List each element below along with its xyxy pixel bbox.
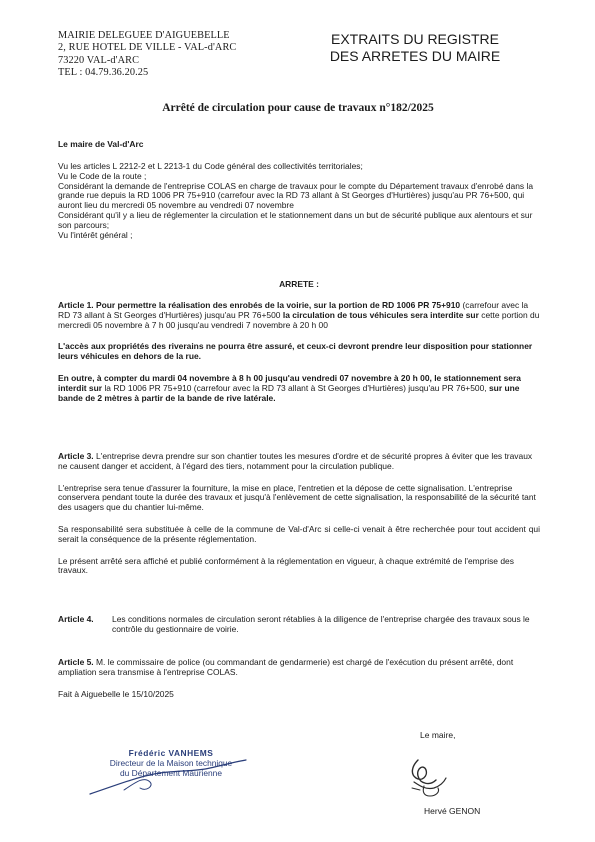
article-4-text: Les conditions normales de circulation seront rétablies à la diligence de l'entreprise chargée des travaux sous le contrôle du gestionnaire de voirie.: [112, 614, 530, 634]
fait-line: Fait à Aiguebelle le 15/10/2025: [58, 689, 174, 699]
preamble-item: Considérant qu'il y a lieu de réglementer la circulation et le stationnement dans un but de sécurité publique aux alentours et sur son parcours;: [58, 209, 533, 230]
preamble: [58, 162, 540, 240]
article-3-p2: L'entreprise sera tenue d'assurer la fourniture, la mise en place, l'entretien et la dépose de cette signalisation. L'entreprise conservera pendant toute la durée des travaux et jusqu'à l'enlèvement de cette signalisation, la responsabilité de la sécurité tant des usagers que du chantier lui-même.: [58, 482, 536, 513]
article-3-label: Article 3.: [58, 451, 94, 461]
article-3-body: L'entreprise devra prendre sur son chantier toutes les mesures d'ordre et de sécurité propres à éviter que les travaux ne causent danger et accident, à l'égard des tiers, notamment pour la circulation publique.: [58, 451, 533, 471]
outre-bold: En outre, à compter du mardi 04 novembre à 8 h 00 jusqu'au vendredi 07 novembre à 20 h 00, le stationnement sera interdit sur: [58, 372, 521, 393]
arrete-heading: ARRETE :: [279, 279, 319, 289]
article-5: [58, 658, 540, 678]
stamp-scribble-icon: [84, 756, 264, 800]
article-3: [58, 452, 540, 576]
article-3-p3: Sa responsabilité sera substituée à celle de la commune de Val-d'Arc si celle-ci venait à être recherchée pour tout accident qui serait la conséquence de la présente réglementation.: [58, 523, 540, 544]
maire-line: Le maire de Val-d'Arc: [58, 139, 144, 149]
mayor-signature: [406, 752, 454, 802]
mairie-line: 2, RUE HOTEL DE VILLE - VAL-d'ARC: [58, 42, 237, 54]
outre-normal: la RD 1006 PR 75+910 (carrefour avec la RD 73 allant à St Georges d'Hurtières) jusqu'au PR 76+500,: [104, 382, 487, 393]
article-1: [58, 301, 540, 403]
preamble-item: Vu les articles L 2212-2 et L 2213-1 du Code général des collectivités territoriales;: [58, 161, 363, 171]
article-1-normal: (carrefour avec la RD 73 allant à St Georges d'Hurtières) jusqu'au PR 76+500: [58, 300, 529, 320]
article-3-text: [58, 452, 540, 472]
acces-text: L'accès aux propriétés des riverains ne pourra être assuré, et ceux-ci devront prendre leur disposition pour stationner leurs véhicules en dehors de la rue.: [58, 341, 533, 362]
article-4-label: Article 4.: [58, 614, 94, 624]
article-1-normal-2: cette portion du mercredi 05 novembre à 7 h 00 jusqu'au vendredi 7 novembre à 20 h 00: [58, 309, 540, 330]
stamp-line-1: Directeur de la Maison technique: [109, 758, 233, 768]
mayor-name: Hervé GENON: [424, 806, 481, 816]
article-4: [58, 615, 540, 637]
article-5-text: [58, 658, 540, 678]
preamble-item: Vu l'intérêt général ;: [58, 229, 133, 240]
article-5-body: M. le commissaire de police (ou commandant de gendarmerie) est chargé de l'exécution du présent arrêté, dont ampliation sera transmise à l'entreprise COLAS.: [58, 657, 514, 677]
article-1-bold: Article 1. Pour permettre la réalisation des enrobés de la voirie, sur la portion de RD 1006 PR 75+910: [58, 300, 461, 310]
mairie-address: [58, 30, 288, 80]
outre-bold-2: sur une bande de 2 mètres à partir de la bande de rive latérale.: [58, 382, 520, 403]
mairie-line: MAIRIE DELEGUEE D'AIGUEBELLE: [58, 30, 230, 41]
document-title: Arrêté de circulation pour cause de travaux n°182/2025: [162, 102, 434, 114]
mairie-line: TEL : 04.79.36.20.25: [58, 67, 149, 79]
stamp-name: Frédéric VANHEMS: [128, 748, 214, 758]
preamble-item: Vu le Code de la route ;: [58, 170, 147, 181]
preamble-item: Considérant la demande de l'entreprise COLAS en charge de travaux pour le compte du Département travaux d'enrobé dans la grande rue depuis la RD 1006 PR 75+910 (carrefour avec la RD 73 allant à St Georges d'Hurtières) jusqu'au PR 76+500, qui auront lieu du mercredi 05 novembre au vendredi 07 novembre: [58, 180, 534, 211]
registre-heading: [300, 31, 530, 65]
article-5-label: Article 5.: [58, 657, 94, 667]
article-3-p4: Le présent arrêté sera affiché et publié conformément à la réglementation en vigueur, à chaque extrémité de l'emprise des travaux.: [58, 555, 514, 576]
registre-line: EXTRAITS DU REGISTRE: [330, 31, 500, 47]
le-maire-label: Le maire,: [420, 730, 456, 740]
article-1-text: [58, 301, 540, 330]
article-1-bold-2: la circulation de tous véhicules sera interdite sur: [282, 309, 479, 320]
mairie-line: 73220 VAL-d'ARC: [58, 54, 140, 66]
registre-line: DES ARRETES DU MAIRE: [329, 48, 501, 64]
stamp-line-2: du Département Maurienne: [120, 768, 222, 778]
outre-text: [58, 374, 540, 403]
department-stamp: [76, 748, 266, 800]
